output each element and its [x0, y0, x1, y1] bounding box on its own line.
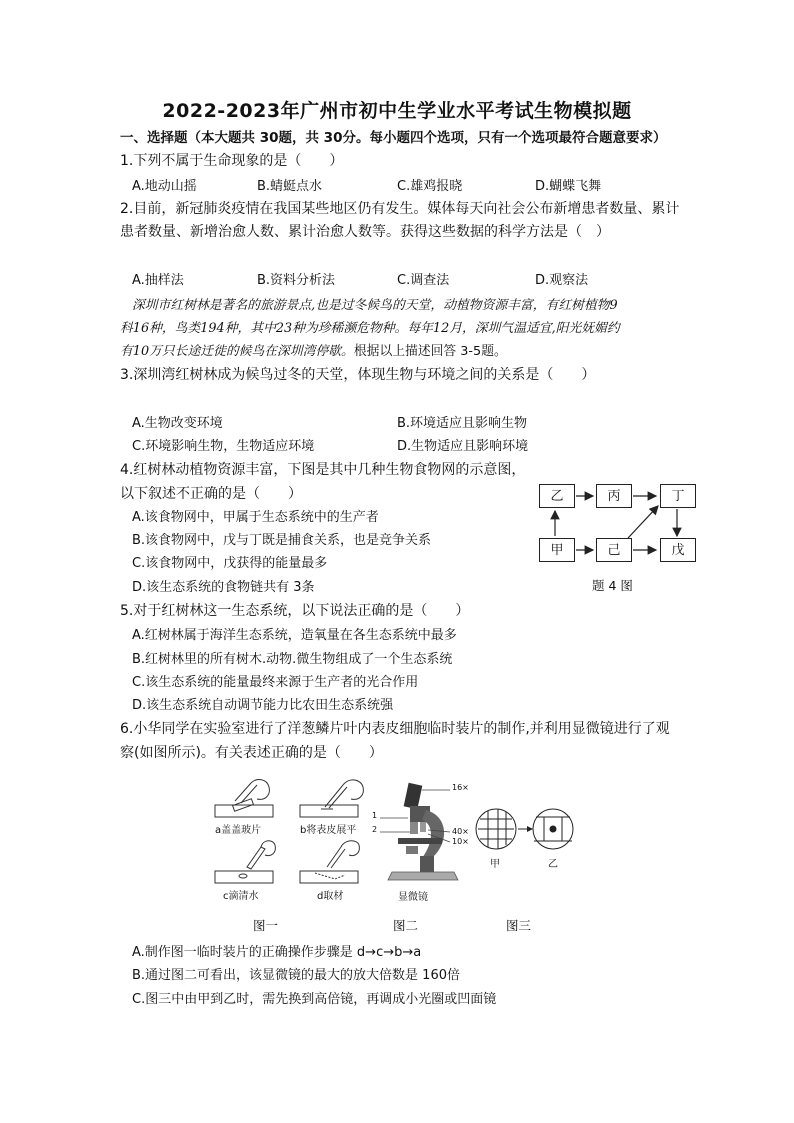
fig1-step-c: c滴清水: [223, 891, 259, 902]
q3-option-b: B.环境适应且影响生物: [397, 416, 528, 431]
q6-option-c: C.图三中由甲到乙时，需先换到高倍镜，再调成小光圈或凹面镜: [132, 992, 497, 1007]
q4-option-d: D.该生态系统的食物链共有 3条: [132, 580, 315, 595]
figure-three: [474, 805, 584, 875]
fov-label-jia: 甲: [490, 859, 500, 870]
food-web-caption: 题 4 图: [592, 578, 633, 593]
q2-option-c: C.调查法: [397, 273, 450, 288]
q5-option-c: C.该生态系统的能量最终来源于生产者的光合作用: [132, 675, 419, 690]
q5-option-b: B.红树林里的所有树木.动物.微生物组成了一个生态系统: [132, 652, 453, 667]
field-of-view-drawing: [474, 805, 584, 857]
q2-option-b: B.资料分析法: [257, 273, 336, 288]
passage-line1: 深圳市红树林是著名的旅游景点,也是过冬候鸟的天堂，动植物资源丰富，有红树植物9: [132, 298, 618, 313]
q4-option-a: A.该食物网中，甲属于生态系统中的生产者: [132, 510, 379, 525]
food-web-node-bing: 丙: [596, 484, 632, 508]
passage-line3-italic: 有10万只长途迁徙的候鸟在深圳湾停歇。: [120, 344, 354, 359]
q3-option-d: D.生物适应且影响环境: [397, 439, 529, 454]
food-web-node-jia: 甲: [539, 538, 575, 562]
microscope-part-2: 2: [372, 825, 378, 834]
q5-option-d: D.该生态系统自动调节能力比农田生态系统强: [132, 698, 394, 713]
q4-stem-line1: 4.红树林动植物资源丰富，下图是其中几种生物食物网的示意图，: [120, 462, 526, 478]
eyepiece-mag-label: 16×: [452, 783, 469, 792]
q1-option-d: D.蝴蝶飞舞: [535, 179, 602, 194]
q1-option-a: A.地动山摇: [132, 179, 197, 194]
q4-stem-line2: 以下叙述不正确的是（ ）: [120, 486, 302, 502]
food-web-node-ding: 丁: [660, 484, 696, 508]
fov-label-yi: 乙: [548, 859, 558, 870]
q2-stem-line2: 患者数量、新增治愈人数、累计治愈人数等。获得这些数据的科学方法是（ ）: [120, 224, 610, 240]
objective-high-label: 40×: [452, 827, 469, 836]
q2-stem-line1: 2.目前，新冠肺炎疫情在我国某些地区仍有发生。媒体每天向社会公布新增患者数量、累计: [120, 201, 680, 217]
food-web-diagram: [530, 478, 710, 598]
figure-two-caption: 图二: [393, 918, 419, 933]
q3-option-a: A.生物改变环境: [132, 416, 223, 431]
page-title: 2022-2023年广州市初中生学业水平考试生物模拟题: [162, 100, 632, 122]
q6-stem-line1: 6.小华同学在实验室进行了洋葱鳞片叶内表皮细胞临时装片的制作,并利用显微镜进行了观: [120, 721, 670, 737]
q1-stem: 1.下列不属于生命现象的是（ ）: [120, 153, 344, 169]
figure-three-caption: 图三: [506, 918, 532, 933]
section-heading: 一、选择题（本大题共 30题，共 30分。每小题四个选项，只有一个选项最符合题意要求）: [120, 130, 667, 146]
passage-line2: 科16种，鸟类194种，其中23种为珍稀濒危物种。每年12月，深圳气温适宜,阳光妩媚约: [120, 321, 620, 336]
fig1-step-d: d取材: [317, 891, 344, 902]
q3-stem: 3.深圳湾红树林成为候鸟过冬的天堂，体现生物与环境之间的关系是（ ）: [120, 367, 596, 383]
objective-low-label: 10×: [452, 837, 469, 846]
q5-option-a: A.红树林属于海洋生态系统，造氧量在各生态系统中最多: [132, 628, 457, 643]
passage-line3: [120, 340, 507, 359]
microscope-part-1: 1: [372, 811, 378, 820]
figure-two-microscope: [370, 780, 480, 910]
food-web-node-wu: 戊: [660, 538, 696, 562]
microscope-drawing: [370, 780, 480, 892]
slide-b: [300, 805, 358, 817]
passage-line3-normal: 根据以上描述回答 3-5题。: [353, 344, 507, 359]
q2-option-a: A.抽样法: [132, 273, 184, 288]
slide-a: [215, 805, 273, 817]
q6-stem-line2: 察(如图所示)。有关表述正确的是（ ）: [120, 745, 383, 761]
q6-option-a: A.制作图一临时装片的正确操作步骤是 d→c→b→a: [132, 945, 422, 960]
q6-option-b: B.通过图二可看出，该显微镜的最大的放大倍数是 160倍: [132, 968, 460, 983]
q4-option-c: C.该食物网中，戊获得的能量最多: [132, 556, 328, 571]
microscope-name: 显微镜: [398, 892, 428, 903]
fig1-step-a: a盖盖玻片: [215, 825, 262, 836]
figure-one: [205, 775, 370, 935]
q3-option-c: C.环境影响生物，生物适应环境: [132, 439, 315, 454]
figure-one-caption: 图一: [253, 918, 279, 933]
fig1-step-b: b将表皮展平: [300, 825, 357, 836]
q1-option-b: B.蜻蜓点水: [257, 179, 323, 194]
q1-option-c: C.雄鸡报晓: [397, 179, 463, 194]
q4-option-b: B.该食物网中，戊与丁既是捕食关系，也是竞争关系: [132, 533, 432, 548]
q2-option-d: D.观察法: [535, 273, 589, 288]
food-web-node-ji: 己: [596, 538, 632, 562]
q5-stem: 5.对于红树林这一生态系统，以下说法正确的是（ ）: [120, 603, 470, 619]
slide-c: [215, 871, 273, 883]
food-web-node-yi: 乙: [539, 484, 575, 508]
